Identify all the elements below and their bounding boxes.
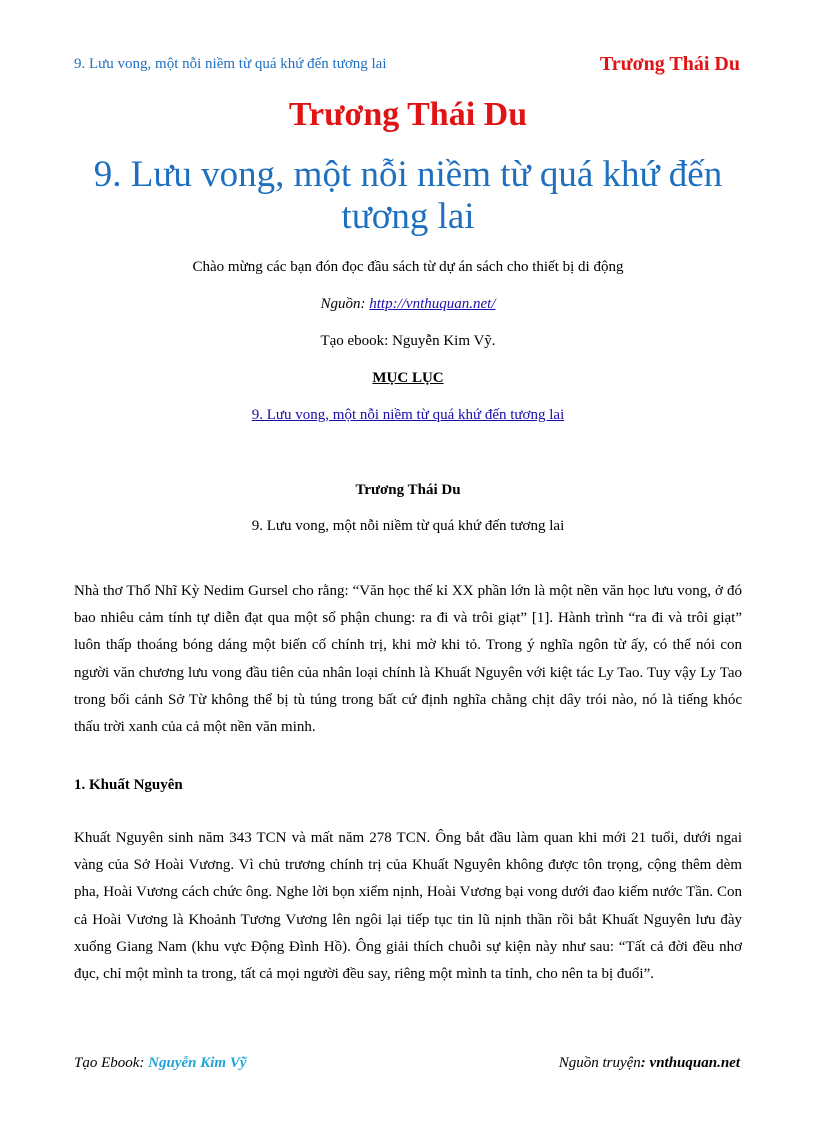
footer-ebook-label: Tạo Ebook (74, 1055, 140, 1071)
ebook-credit: Tạo ebook: Nguyễn Kim Vỹ. (320, 333, 496, 349)
intro-paragraph: Nhà thơ Thổ Nhĩ Kỳ Nedim Gursel cho rằng: “Văn học thế kỉ XX phần lớn là một nền văn học lưu vong, ở đó bao nhiêu cảm tính tự diễn đạt qua một số phận chung: ra đi và trôi giạt” [1]. Hành trình “ra đi và trôi giạt” luôn thấp thoáng bóng dáng một biến cố chính trị, khi mờ khi tỏ. Trong ý nghĩa ngôn từ ấy, có thể nói con người văn chương lưu vong đầu tiên của nhân loại chính là Khuất Nguyên với kiệt tác Ly Tao. Tuy vậy Ly Tao trong bối cảnh Sở Từ không thể bị tù túng trong bất cứ định nghĩa chằng chịt dây trói nào, nó là tiếng khóc thấu trời xanh của cả một nền văn minh. (74, 583, 742, 736)
cover-title: 9. Lưu vong, một nỗi niềm từ quá khứ đến tương lai (93, 154, 723, 237)
page-header (74, 52, 740, 76)
source-label: Nguồn: (320, 296, 366, 312)
source-line (0, 296, 816, 313)
header-title: 9. Lưu vong, một nỗi niềm từ quá khứ đến tương lai (74, 56, 387, 72)
footer-ebook-sep: : (139, 1055, 149, 1071)
body-paragraph: Khuất Nguyên sinh năm 343 TCN và mất năm 278 TCN. Ông bắt đầu làm quan khi mới 21 tuổi, dưới ngai vàng của Sở Hoài Vương. Vì chủ trương chính trị của Khuất Nguyên không được tôn trọng, cộng thêm dèm pha, Hoài Vương cách chức ông. Nghe lời bọn xiểm nịnh, Hoài Vương bại vong dưới đao kiếm nước Tần. Con cả Hoài Vương là Khoảnh Tương Vương lên ngôi lại tiếp tục tin lũ nịnh thần rồi bắt Khuất Nguyên lưu đày xuống Giang Nam (khu vực Động Đình Hồ). Ông giải thích chuỗi sự kiện này như sau: “Tất cả đời đều nhơ đục, chỉ một mình ta trong, tất cả mọi người đều say, riêng một mình ta tỉnh, cho nên ta bị đuổi”. (74, 830, 742, 983)
toc-title: MỤC LỤC (372, 370, 444, 386)
toc-item-link[interactable]: 9. Lưu vong, một nỗi niềm từ quá khứ đến tương lai (251, 407, 565, 423)
cover-author: Trương Thái Du (288, 96, 528, 133)
footer-ebook-credit (74, 1055, 247, 1072)
section-heading: 1. Khuất Nguyên (74, 777, 183, 793)
footer-source-name: vnthuquan.net (649, 1055, 740, 1071)
source-link[interactable]: http://vnthuquan.net/ (369, 296, 496, 312)
footer-ebook-name: Nguyễn Kim Vỹ (148, 1055, 247, 1071)
footer-source-label: Nguồn truyện (558, 1055, 641, 1071)
header-author: Trương Thái Du (599, 53, 740, 75)
page-footer (74, 1055, 740, 1077)
footer-source-sep: : (640, 1055, 650, 1071)
footer-source (559, 1055, 740, 1072)
section-title: 9. Lưu vong, một nỗi niềm từ quá khứ đến tương lai (251, 518, 565, 534)
welcome-text: Chào mừng các bạn đón đọc đầu sách từ dự án sách cho thiết bị di động (192, 259, 624, 275)
section-author: Trương Thái Du (355, 482, 461, 498)
